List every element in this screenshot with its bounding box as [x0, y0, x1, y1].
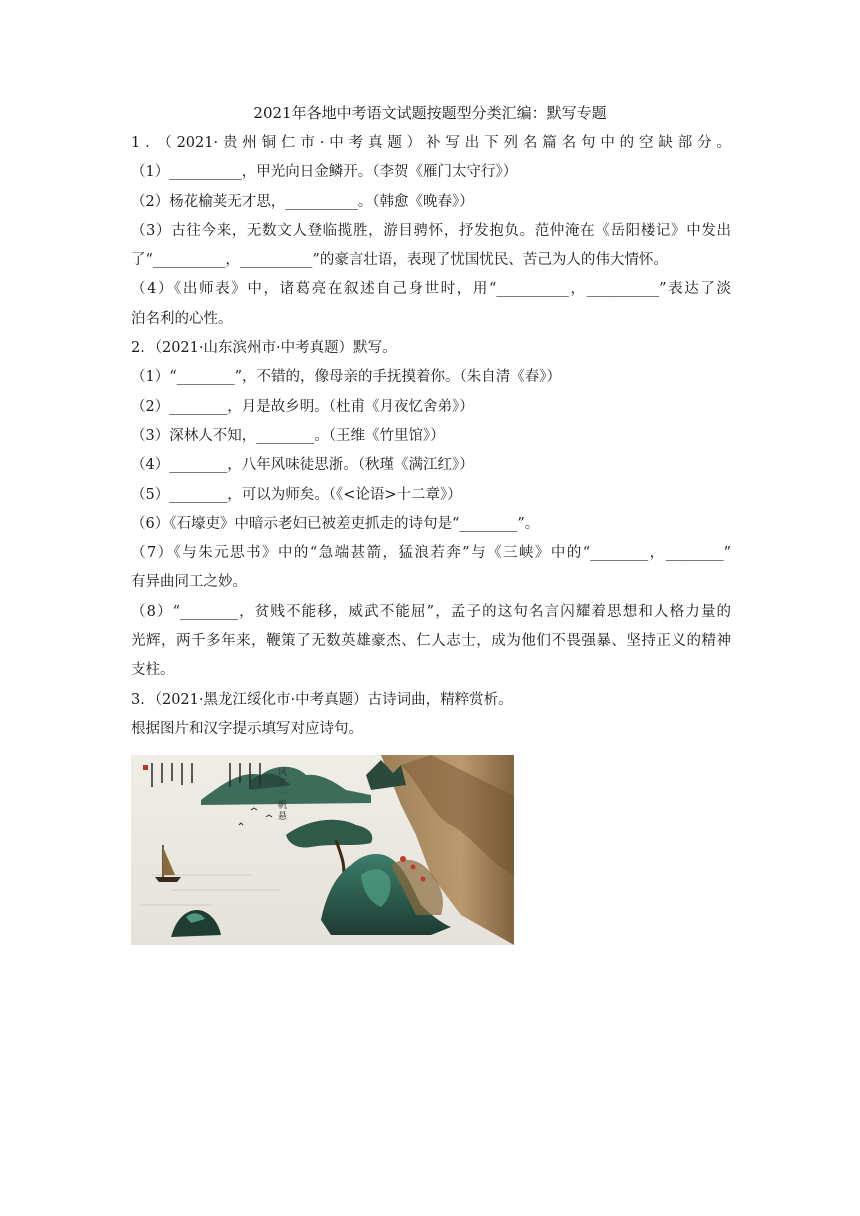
question-1-heading: 1．（2021·贵州铜仁市·中考真题）补写出下列名篇名句中的空缺部分。	[131, 135, 731, 151]
question-2-item-7-cont: 有异曲同工之妙。	[131, 574, 247, 591]
question-2-item-2: （2）________，月是故乡明。（杜甫《月夜忆舍弟》）	[131, 398, 474, 415]
painting-inscription: 风正一帆悬	[276, 767, 286, 822]
question-2-item-8: （8）“________，贫贱不能移，威武不能屈”，孟子的这句名言闪耀着思想和人格力量的	[131, 603, 731, 620]
question-1-item-4: （4）《出师表》中，诸葛亮在叙述自己身世时，用“__________，__________”表达了淡	[131, 281, 731, 298]
question-2-item-8-end: 支柱。	[131, 662, 175, 679]
question-2-item-5: （5）________，可以为师矣。（《<论语>十二章》）	[131, 486, 462, 503]
question-1-item-3: （3）古往今来，无数文人登临揽胜，游目骋怀，抒发抱负。范仲淹在《岳阳楼记》中发出	[131, 222, 731, 239]
landscape-painting-icon	[131, 755, 514, 945]
question-1-item-1: （1）__________，甲光向日金鳞开。（李贺《雁门太守行》）	[131, 164, 518, 181]
page-title: 2021年各地中考语文试题按题型分类汇编：默写专题	[253, 104, 607, 122]
question-2-heading: 2．（2021·山东滨州市·中考真题）默写。	[131, 340, 397, 357]
question-3-instruction: 根据图片和汉字提示填写对应诗句。	[131, 720, 363, 737]
question-1-item-4-cont: 泊名利的心性。	[131, 310, 233, 327]
question-3-heading: 3．（2021·黑龙江绥化市·中考真题）古诗词曲，精粹赏析。	[131, 691, 513, 708]
question-2-item-8-cont: 光辉，两千多年来，鞭策了无数英雄豪杰、仁人志士，成为他们不畏强暴、坚持正义的精神	[131, 633, 731, 650]
question-1-item-3-cont: 了“__________，__________”的豪言壮语，表现了忧国忧民、苦己为人的伟大情怀。	[131, 252, 668, 269]
question-2-item-3: （3）深林人不知，________。（王维《竹里馆》）	[131, 427, 445, 444]
question-2-item-1: （1）“________”，不错的，像母亲的手抚摸着你。（朱自清《春》）	[131, 369, 562, 386]
question-1-item-2: （2）杨花榆荚无才思，__________。（韩愈《晚春》）	[131, 193, 474, 210]
question-2-item-6: （6）《石壕吏》中暗示老妇已被差吏抓走的诗句是“________”。	[131, 515, 540, 532]
question-body	[131, 129, 731, 744]
question-2-item-7: （7）《与朱元思书》中的“急端甚箭，猛浪若奔”与《三峡》中的“________，________”	[131, 545, 731, 562]
landscape-painting-image	[131, 755, 514, 945]
question-2-item-4: （4）________，八年风味徒思浙。（秋瑾《满江红》）	[131, 457, 474, 474]
